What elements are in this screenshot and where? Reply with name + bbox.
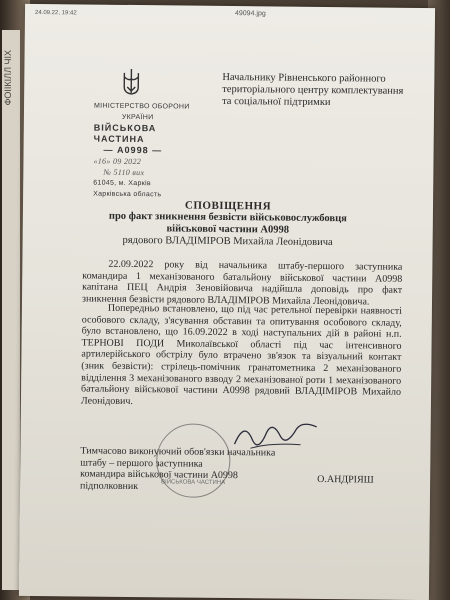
coat-of-arms-icon	[120, 67, 142, 97]
timestamp: 24.09.22, 19:42	[34, 9, 77, 17]
stamp-line: Харківська область	[93, 190, 162, 199]
signer-name: О.АНДРІЯШ	[317, 473, 374, 486]
title-heading: СПОВІЩЕННЯ	[184, 199, 272, 213]
closing-block	[80, 445, 300, 494]
seal-text: ВІЙСЬКОВА ЧАСТИНА	[160, 479, 226, 486]
stamp-unit-number: — А0998 —	[103, 144, 163, 156]
document-title	[103, 199, 353, 250]
body-paragraph-2: Попередньо встановлено, що під час ретельної перевірки наявності особового складу, з'ясування обставин та опитування особового складу, було встановлено, що 16.09.2022 в ході наступальних дій в районі н.п. ТЕРНОВІ ПОДИ Миколаївської області під час інтенсивного артилерійського обстрілу було втрачено зв'язок та візуальний контакт (зник безвісти): стрілець-помічник гранатометника 2 механізованого відділення 3 механізованого взводу 2 механізованої роти 1 механізованого батальйону військової частини А0998 рядовий ВЛАДІМІРОВ Михайло Леонідович.	[80, 302, 402, 407]
closing-line: командира військової частини А0998	[80, 468, 239, 482]
document-page	[19, 4, 435, 600]
addressee-line: та соціальної підтримки	[222, 95, 331, 109]
outgoing-stamp	[93, 101, 204, 201]
title-unit: військової частини А0998	[166, 223, 290, 236]
stamp-line: 61045, м. Харків	[93, 179, 151, 188]
addressee-line: Начальнику Рівненського районного	[222, 71, 386, 85]
image-viewer-bar	[25, 4, 435, 22]
closing-line: Тимчасово виконуючий обов'язки начальника штабу – першого заступника	[80, 445, 276, 470]
side-paper-strip	[2, 30, 20, 590]
stamp-line: УКРАЇНИ	[121, 113, 154, 122]
addressee-block	[222, 72, 422, 110]
body-paragraph-1: 22.09.2022 року від начальника штабу-першого заступника командира 1 механізованого батальйону військової частини А0998 капітана ПЕЦ Андрія Зеновійовича надійшла доповідь про факт зникнення безвісти рядового ВЛАДІМІРОВ Михайла Леонідовича.	[81, 258, 403, 308]
stamp-unit: ВІЙСЬКОВА ЧАСТИНА	[93, 122, 157, 145]
stamp-line: МІНІСТЕРСТВО ОБОРОНИ	[94, 102, 190, 111]
stamp-reg-number: № 5110 вих	[103, 167, 145, 178]
addressee-line: територіального центру комплектування	[222, 83, 404, 97]
filename: 49094.jpg	[234, 10, 266, 18]
stamp-date: «16» 09 2022	[93, 156, 142, 167]
side-strip-text: ФОІІКІЛЛ ЧІХ	[3, 50, 13, 106]
title-person: рядового ВЛАДІМІРОВ Михайла Леонідовича	[122, 234, 333, 249]
title-subject: про факт зникнення безвісти військовослужбовця	[108, 210, 347, 225]
closing-rank: підполковник	[80, 480, 139, 492]
